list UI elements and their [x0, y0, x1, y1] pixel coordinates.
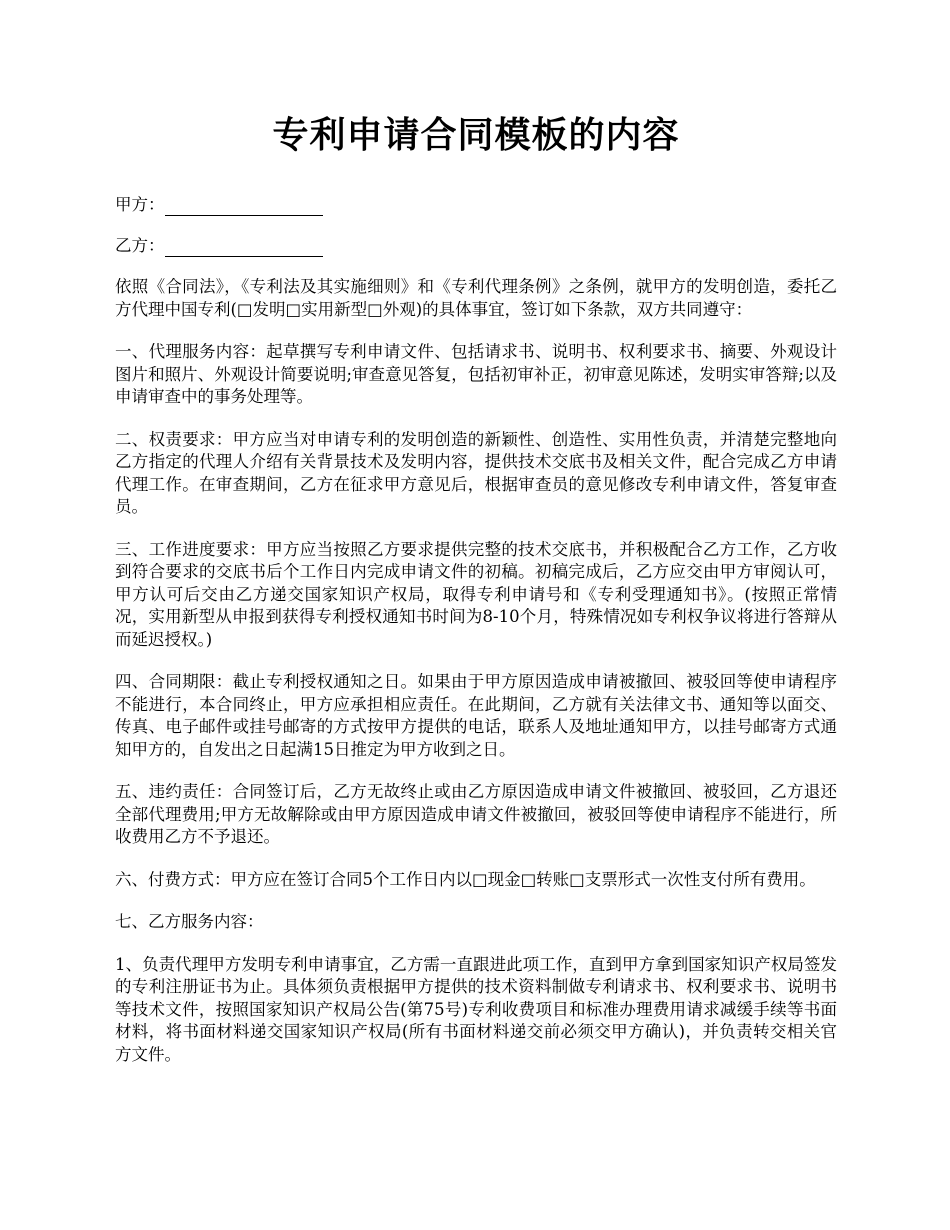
clause-4-term: 四、合同期限：截止专利授权通知之日。如果由于甲方原因造成申请被撤回、被驳回等使申请程序不能进行，本合同终止，甲方应承担相应责任。在此期间，乙方就有关法律文书、通知等以面交、传真、电子邮件或挂号邮寄的方式按甲方提供的电话，联系人及地址通知甲方，以挂号邮寄方式通知甲方的，自发出之日起满15日推定为甲方收到之日。 [115, 672, 837, 759]
party-a-blank [165, 197, 323, 216]
clause-1-service-content: 一、代理服务内容：起草撰写专利申请文件、包括请求书、说明书、权利要求书、摘要、外观设计图片和照片、外观设计简要说明;审查意见答复，包括初审补正，初审意见陈述，发明实审答辩;以及申请审查中的事务处理等。 [115, 342, 837, 406]
clause-7-heading: 七、乙方服务内容： [115, 912, 264, 931]
party-a-label: 甲方： [115, 195, 165, 214]
party-b-line [115, 235, 837, 257]
clause-3-schedule: 三、工作进度要求：甲方应当按照乙方要求提供完整的技术交底书，并积极配合乙方工作，乙方收到符合要求的交底书后个工作日内完成申请文件的初稿。初稿完成后，乙方应交由甲方审阅认可，甲方认可后交由乙方递交国家知识产权局，取得专利申请号和《专利受理通知书》。(按照正常情况，实用新型从申报到获得专利授权通知书时间为8-10个月，特殊情况如专利权争议将进行答辩从而延迟授权。) [115, 539, 837, 649]
party-b-label: 乙方： [115, 236, 165, 255]
clause-7-item-1: 1、负责代理甲方发明专利申请事宜，乙方需一直跟进此项工作，直到甲方拿到国家知识产权局签发的专利注册证书为止。具体须负责根据甲方提供的技术资料制做专利请求书、权利要求书、说明书等技术文件，按照国家知识产权局公告(第75号)专利收费项目和标准办理费用请求减缓手续等书面材料，将书面材料递交国家知识产权局(所有书面材料递交前必须交甲方确认)，并负责转交相关官方文件。 [115, 954, 837, 1064]
document-title: 专利申请合同模板的内容 [272, 115, 680, 156]
intro-paragraph: 依照《合同法》，《专利法及其实施细则》和《专利代理条例》之条例，就甲方的发明创造，委托乙方代理中国专利(□发明□实用新型□外观)的具体事宜，签订如下条款，双方共同遵守： [115, 277, 837, 319]
party-b-blank [165, 238, 323, 257]
clause-6-payment: 六、付费方式：甲方应在签订合同5个工作日内以□现金□转账□支票形式一次性支付所有费用。 [115, 869, 816, 889]
party-a-line [115, 194, 837, 216]
clause-5-liability: 五、违约责任：合同签订后，乙方无故终止或由乙方原因造成申请文件被撤回、被驳回，乙方退还全部代理费用;甲方无故解除或由甲方原因造成申请文件被撤回，被驳回等使申请程序不能进行，所收费用乙方不予退还。 [115, 782, 837, 846]
clause-2-responsibilities: 二、权责要求：甲方应当对申请专利的发明创造的新颖性、创造性、实用性负责，并清楚完整地向乙方指定的代理人介绍有关背景技术及发明内容，提供技术交底书及相关文件，配合完成乙方申请代理工作。在审查期间，乙方在征求甲方意见后，根据审查员的意见修改专利申请文件，答复审查员。 [115, 429, 837, 516]
